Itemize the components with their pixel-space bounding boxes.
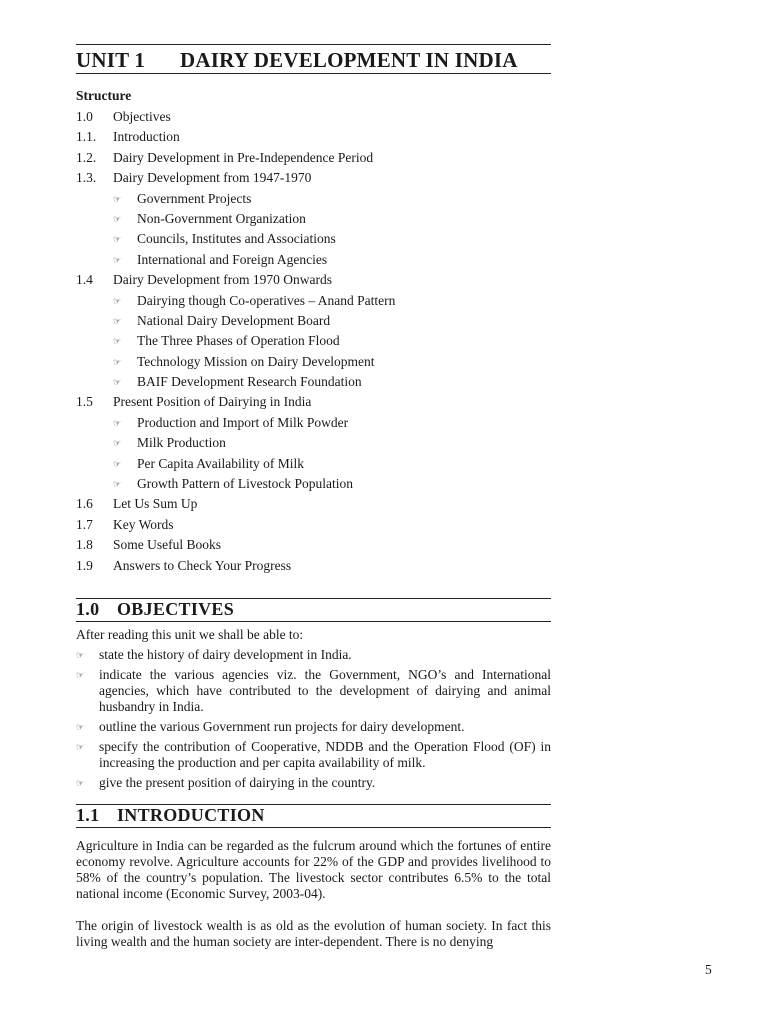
- pointing-hand-icon: ☞: [76, 669, 85, 680]
- toc-subitem: [76, 229, 551, 249]
- toc-item-label: Answers to Check Your Progress: [113, 557, 292, 573]
- unit-heading: [76, 44, 551, 74]
- toc-subitem: [76, 474, 551, 494]
- introduction-body: [76, 838, 551, 950]
- pointing-hand-icon: ☞: [113, 458, 122, 469]
- page-number: 5: [705, 962, 712, 977]
- body-paragraph: Agriculture in India can be regarded as the fulcrum around which the fortunes of entire economy revolve. Agriculture accounts for 22% of the GDP and provides livelihood to 58% of the country’s population. The livestock sector contributes 6.5% to the total national income (Economic Survey, 2003-04).: [76, 837, 551, 901]
- toc-item: [76, 270, 551, 290]
- objectives-intro: After reading this unit we shall be able to:: [76, 626, 304, 642]
- pointing-hand-icon: ☞: [113, 213, 122, 224]
- toc-item-label: Some Useful Books: [113, 537, 221, 553]
- toc-item-number: 1.1.: [76, 129, 97, 145]
- toc-subitem-label: Councils, Institutes and Associations: [137, 231, 336, 247]
- objectives-section: [76, 598, 551, 791]
- toc-subitem-label: Milk Production: [137, 435, 226, 451]
- toc-subitem: [76, 372, 551, 392]
- toc-item: [76, 556, 551, 576]
- introduction-heading: [76, 804, 551, 828]
- toc-item-label: Objectives: [113, 109, 171, 124]
- pointing-hand-icon: ☞: [76, 777, 85, 788]
- toc-item-number: 1.2.: [76, 149, 97, 165]
- toc-subitem-label: National Dairy Development Board: [137, 312, 331, 328]
- toc-subitem: [76, 433, 551, 453]
- toc-subitem-label: The Three Phases of Operation Flood: [137, 333, 340, 349]
- toc-item-number: 1.3.: [76, 170, 97, 186]
- toc-item: [76, 535, 551, 555]
- pointing-hand-icon: ☞: [113, 254, 122, 265]
- pointing-hand-icon: ☞: [76, 741, 85, 752]
- pointing-hand-icon: ☞: [113, 193, 122, 204]
- toc-item: [76, 168, 551, 188]
- introduction-section: [76, 804, 551, 950]
- toc-subitem: [76, 352, 551, 372]
- toc-subitem-label: Per Capita Availability of Milk: [137, 455, 304, 471]
- objective-item: [76, 775, 551, 791]
- section-number: 1.1: [76, 805, 100, 826]
- toc-item-number: 1.4: [76, 272, 93, 288]
- toc-subitem: [76, 331, 551, 351]
- toc-subitem-label: International and Foreign Agencies: [137, 251, 328, 267]
- toc-subitem: [76, 454, 551, 474]
- toc-item-number: 1.8: [76, 537, 93, 553]
- objectives-list: [76, 647, 551, 791]
- pointing-hand-icon: ☞: [113, 377, 122, 388]
- toc-subitem: [76, 209, 551, 229]
- toc-subitem-label: Production and Import of Milk Powder: [137, 414, 349, 430]
- pointing-hand-icon: ☞: [113, 438, 122, 449]
- document-page: [76, 44, 551, 950]
- toc-subitem-label: Non-Government Organization: [137, 210, 306, 226]
- toc-item-number: 1.0: [76, 109, 93, 124]
- section-title: INTRODUCTION: [117, 805, 265, 826]
- toc-subitem-label: Growth Pattern of Livestock Population: [137, 476, 353, 492]
- pointing-hand-icon: ☞: [113, 234, 122, 245]
- objective-item: [76, 719, 551, 735]
- toc-item: [76, 107, 551, 127]
- toc-subitem-label: Technology Mission on Dairy Development: [137, 353, 375, 369]
- toc-subitem: [76, 311, 551, 331]
- pointing-hand-icon: ☞: [113, 356, 122, 367]
- toc-item-label: Let Us Sum Up: [113, 496, 198, 512]
- pointing-hand-icon: ☞: [113, 479, 122, 490]
- objective-text: specify the contribution of Cooperative, NDDB and the Operation Flood (OF) in increasing the production and per capita availability of milk.: [99, 738, 551, 770]
- toc-item-label: Dairy Development from 1970 Onwards: [113, 272, 332, 288]
- toc-item: [76, 515, 551, 535]
- objective-text: outline the various Government run projects for dairy development.: [99, 718, 465, 734]
- pointing-hand-icon: ☞: [76, 649, 85, 660]
- section-title: OBJECTIVES: [117, 599, 235, 620]
- objective-text: state the history of dairy development in India.: [99, 646, 352, 662]
- table-of-contents: [76, 107, 551, 576]
- objective-text: indicate the various agencies viz. the Government, NGO’s and International agencies, which have contributed to the development of dairying and animal husbandry in India.: [99, 666, 551, 714]
- pointing-hand-icon: ☞: [113, 336, 122, 347]
- toc-item-number: 1.9: [76, 557, 93, 573]
- toc-subitem-label: Dairying though Co-operatives – Anand Pattern: [137, 292, 396, 308]
- section-number: 1.0: [76, 599, 100, 620]
- objective-item: [76, 739, 551, 771]
- toc-item: [76, 392, 551, 412]
- toc-item-label: Introduction: [113, 129, 180, 145]
- toc-item: [76, 127, 551, 147]
- pointing-hand-icon: ☞: [113, 315, 122, 326]
- unit-number: UNIT 1: [76, 47, 146, 72]
- toc-item-label: Key Words: [113, 516, 174, 532]
- objective-item: [76, 647, 551, 663]
- toc-item-label: Dairy Development from 1947-1970: [113, 170, 312, 186]
- objective-text: give the present position of dairying in the country.: [99, 774, 376, 790]
- toc-item: [76, 494, 551, 514]
- toc-item-number: 1.7: [76, 516, 93, 532]
- toc-item: [76, 148, 551, 168]
- toc-subitem-label: Government Projects: [137, 190, 252, 206]
- pointing-hand-icon: ☞: [113, 295, 122, 306]
- objective-item: [76, 667, 551, 715]
- toc-item-label: Present Position of Dairying in India: [113, 394, 312, 410]
- structure-label: Structure: [76, 88, 132, 103]
- toc-subitem: [76, 413, 551, 433]
- toc-subitem: [76, 250, 551, 270]
- toc-item-number: 1.6: [76, 496, 93, 512]
- toc-subitem-label: BAIF Development Research Foundation: [137, 374, 362, 390]
- toc-item-label: Dairy Development in Pre-Independence Period: [113, 149, 374, 165]
- unit-title: DAIRY DEVELOPMENT IN INDIA: [180, 47, 518, 72]
- body-paragraph: The origin of livestock wealth is as old as the evolution of human society. In fact this living wealth and the human society are inter-dependent. There is no denying: [76, 917, 551, 949]
- pointing-hand-icon: ☞: [113, 417, 122, 428]
- objectives-heading: [76, 598, 551, 622]
- pointing-hand-icon: ☞: [76, 721, 85, 732]
- toc-subitem: [76, 291, 551, 311]
- toc-subitem: [76, 189, 551, 209]
- toc-item-number: 1.5: [76, 394, 93, 410]
